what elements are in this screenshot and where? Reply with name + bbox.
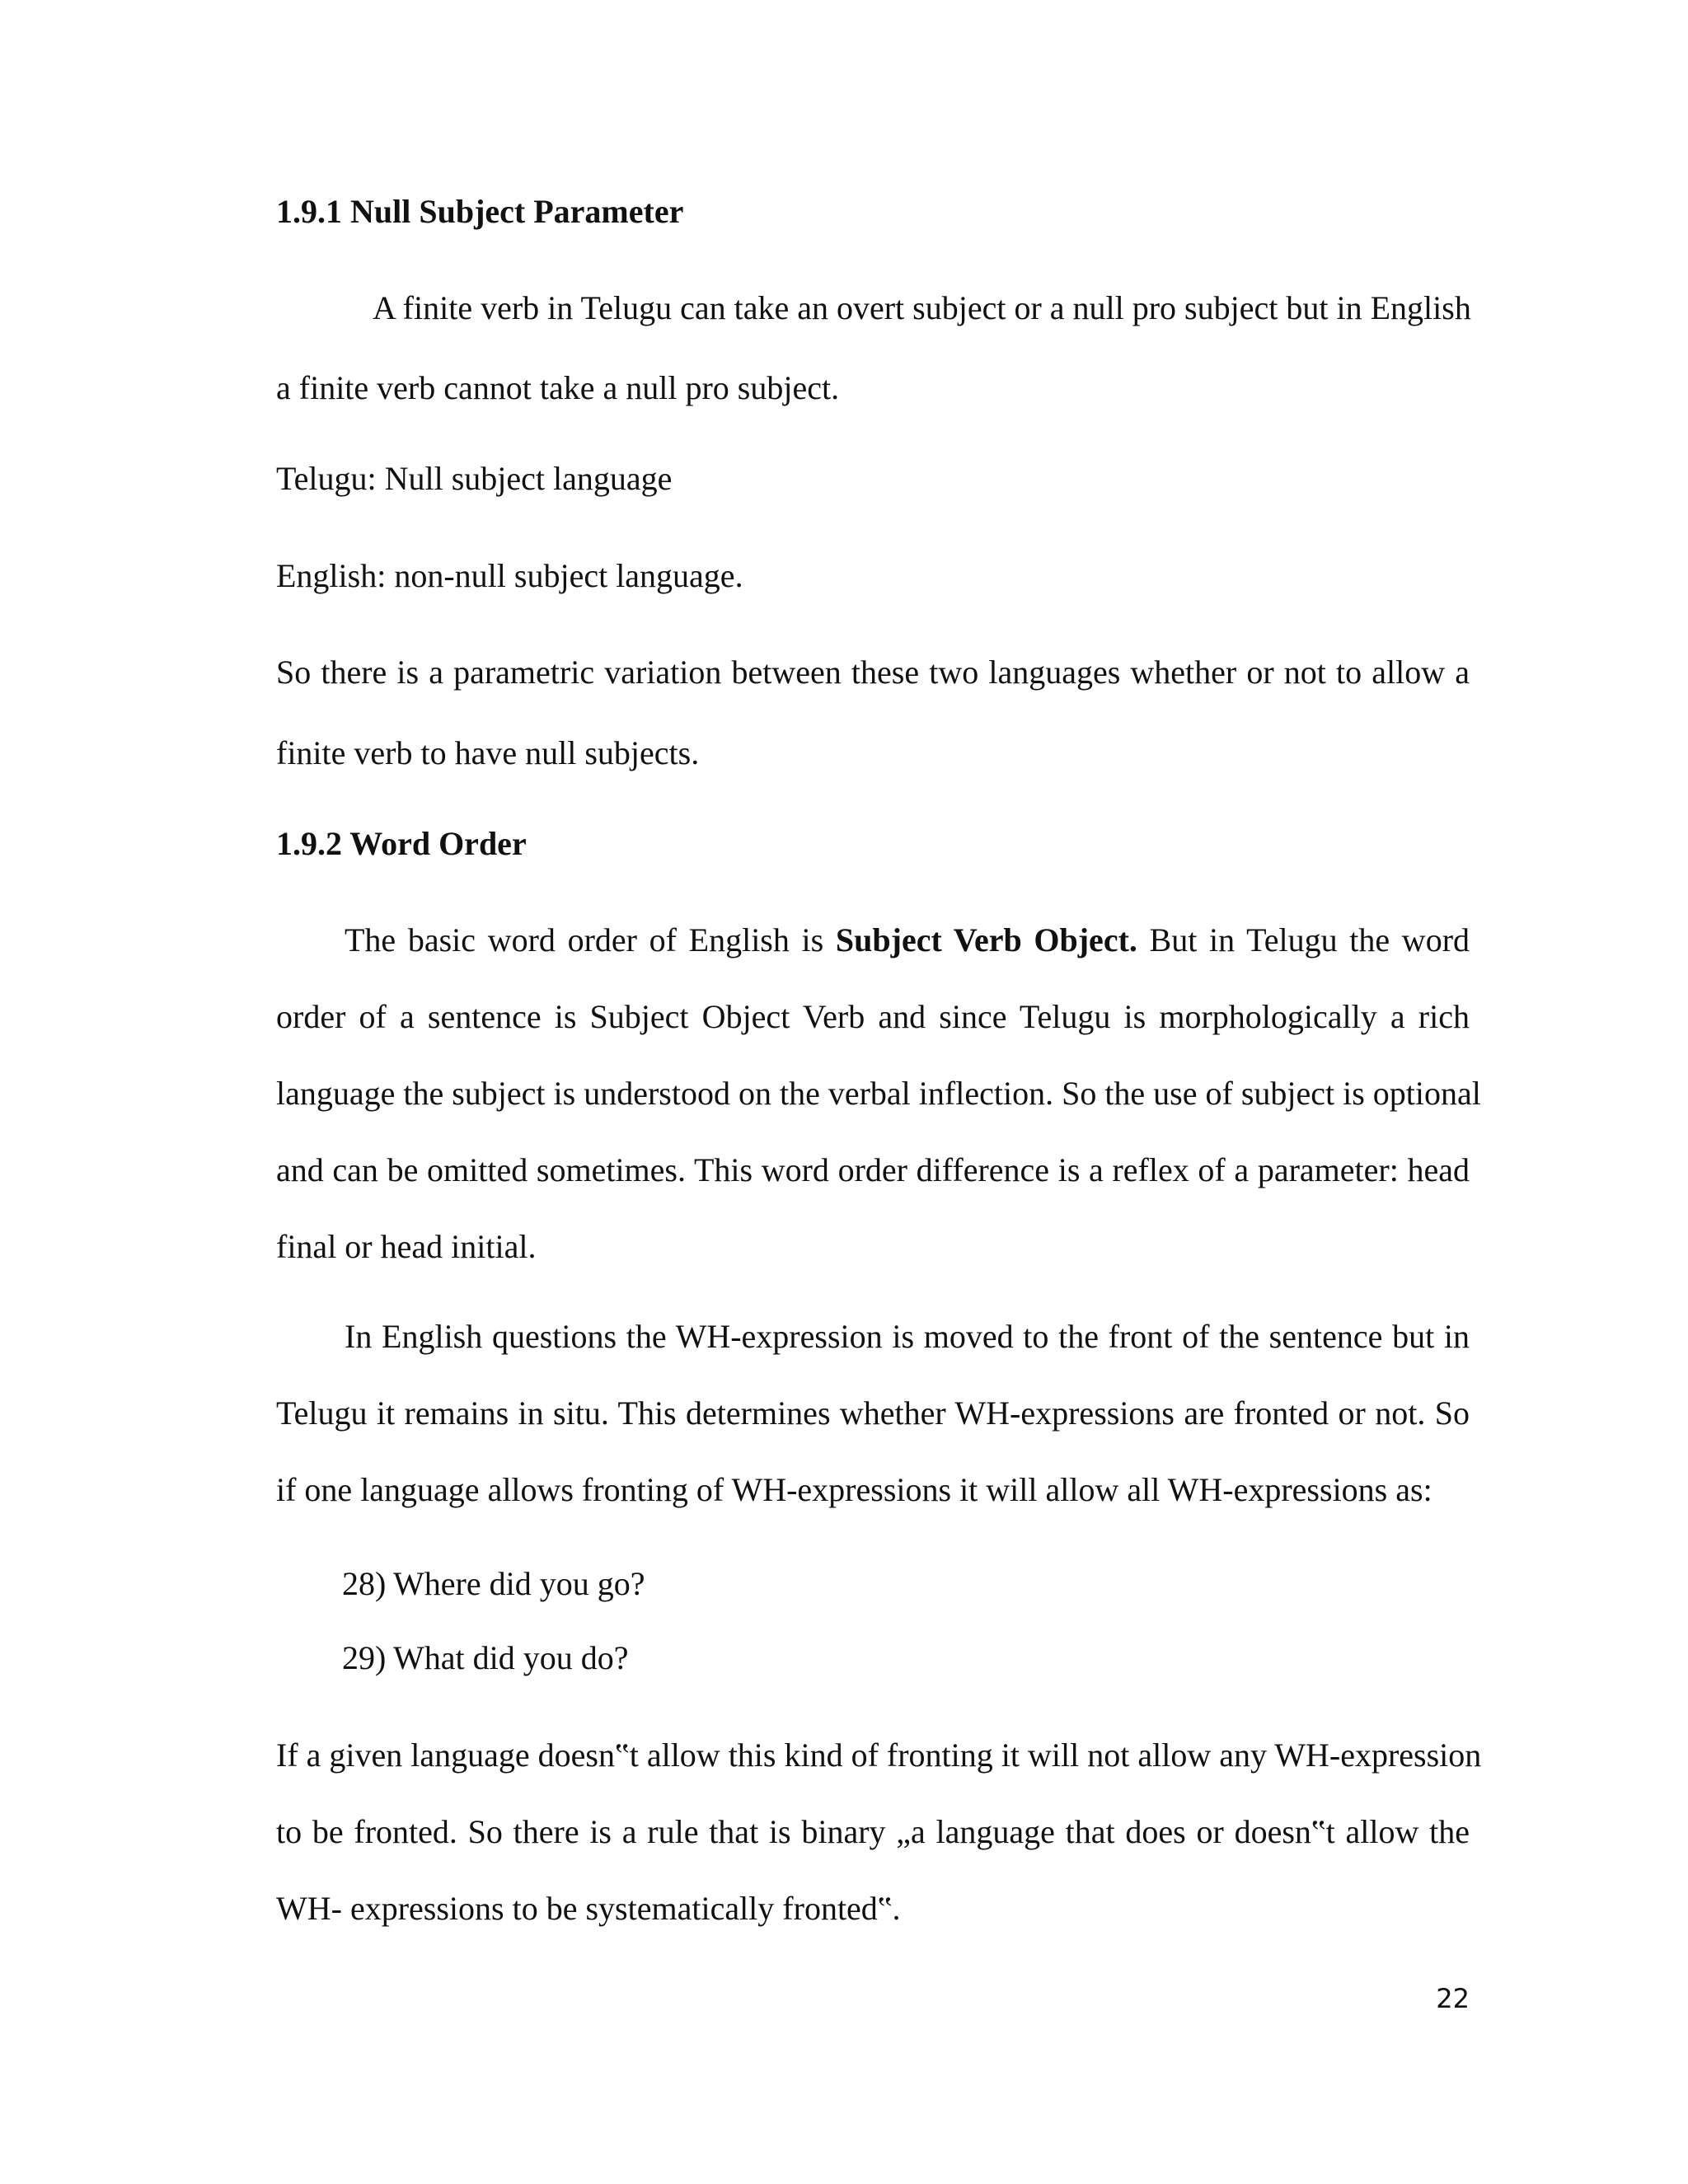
bold-term: Subject Verb Object. [835, 921, 1137, 958]
paragraph-line: WH- expressions to be systematically fronted‟. [276, 1890, 901, 1927]
example-text: Where did you go? [393, 1565, 645, 1602]
paragraph-line: In English questions the WH-expression is moved to the front of the sentence but in [345, 1318, 1470, 1355]
paragraph-line: If a given language doesn‟t allow this kind of fronting it will not allow any WH-expression [276, 1736, 1482, 1774]
example-28 [342, 1564, 1166, 1604]
paragraph-line: final or head initial. [276, 1228, 537, 1265]
paragraph-line: a finite verb cannot take a null pro subject. [276, 369, 840, 406]
paragraph-line: finite verb to have null subjects. [276, 734, 700, 771]
example-number: 29) [342, 1639, 387, 1676]
paragraph-line: and can be omitted sometimes. This word order difference is a reflex of a parameter: head [276, 1151, 1470, 1188]
paragraph-line: So there is a parametric variation between these two languages whether or not to allow a [276, 654, 1470, 691]
text-span: The basic word order of English is [345, 921, 836, 958]
example-number: 28) [342, 1565, 387, 1602]
example-text: What did you do? [393, 1639, 629, 1676]
paragraph-line: if one language allows fronting of WH-expressions it will allow all WH-expressions as: [276, 1471, 1432, 1508]
section-heading-1-9-1: 1.9.1 Null Subject Parameter [276, 193, 684, 230]
page-number: 22 [1436, 1983, 1470, 2014]
paragraph-line: A finite verb in Telugu can take an overt subject or a null pro subject but in English [373, 289, 1471, 326]
paragraph-line [345, 921, 1470, 960]
paragraph-line: order of a sentence is Subject Object Verb and since Telugu is morphologically a rich [276, 998, 1470, 1035]
example-29 [342, 1638, 1166, 1678]
telugu-definition: Telugu: Null subject language [276, 460, 673, 497]
text-span: But in Telugu the word [1137, 921, 1470, 958]
section-heading-1-9-2: 1.9.2 Word Order [276, 825, 527, 862]
paragraph-line: Telugu it remains in situ. This determines whether WH-expressions are fronted or not. So [276, 1394, 1470, 1432]
paragraph-line: language the subject is understood on the verbal inflection. So the use of subject is optional [276, 1075, 1481, 1112]
paragraph-line: to be fronted. So there is a rule that is binary „a language that does or doesn‟t allow the [276, 1813, 1470, 1850]
english-definition: English: non-null subject language. [276, 557, 743, 594]
